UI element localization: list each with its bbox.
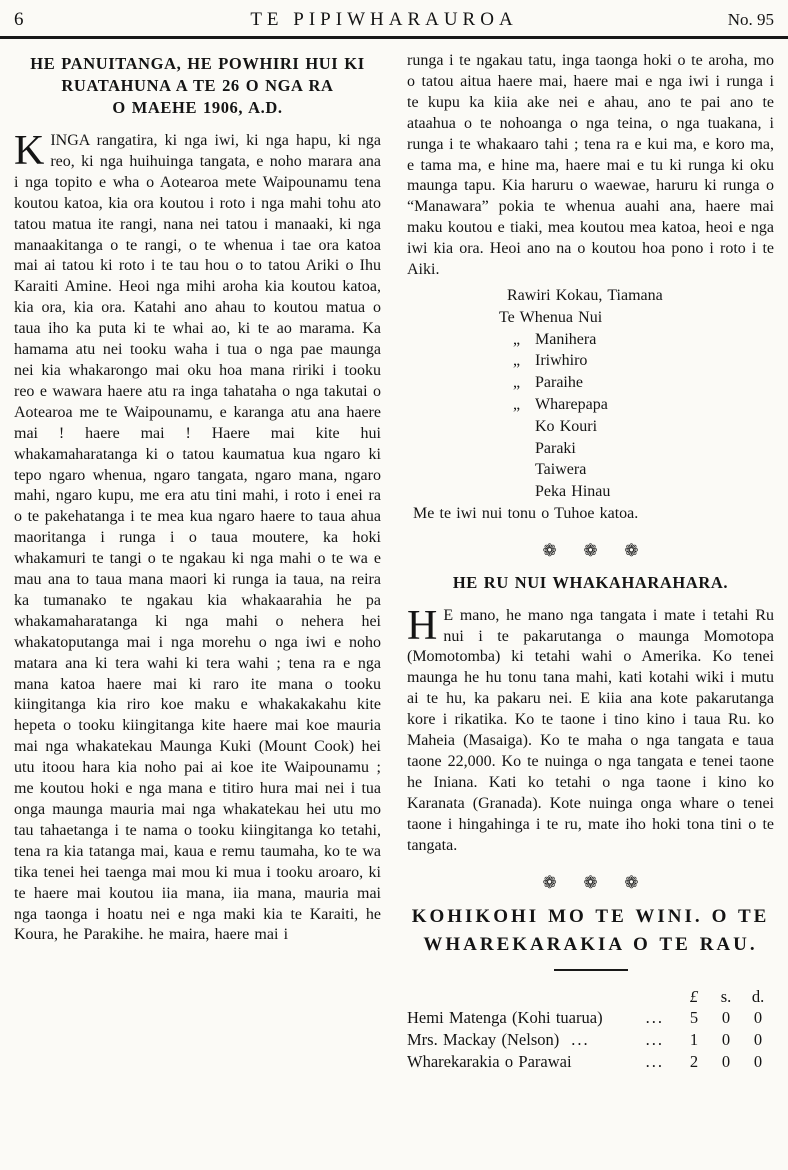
article1-body-left [14,128,381,946]
table-header-pence: d. [751,987,765,1007]
signature-line [407,438,774,460]
donor-name: Wharekarakia o Parawai [407,1052,572,1072]
amount-pence: 0 [753,1008,763,1028]
ditto-mark: „ [513,352,521,370]
amount-pounds: 5 [689,1008,699,1028]
two-column-layout [0,39,788,1073]
table-header-pounds: £ [689,987,699,1007]
amount-pence: 0 [753,1030,763,1050]
leader-dots: ... [571,1030,590,1050]
florette-icon: ❁ [624,540,639,561]
ditto-mark: „ [513,330,521,348]
page-header [0,0,788,39]
article2-body [407,602,774,857]
article1-closing-line: Me te iwi nui tonu o Tuhoe katoa. [413,504,639,522]
article1-dropcap: K [14,128,45,174]
signatory-name: Rawiri Kokau, Tiamana [507,286,663,304]
article1-title-line3: O MAEHE 1906, A.D. [112,98,283,117]
donor-name: Hemi Matenga (Kohi tuarua) [407,1008,603,1028]
article1-body-left-text: INGA rangatira, ki nga iwi, ki nga hapu, ki nga reo, ki nga huihuinga tangata, e noho marara ana i nga topito e wha o Aotearoa mete Waipounamu tena koutou katoa, kia ora koutou i roto i nga mahi tohu ato tatou matua ite rangi, nana nei tatou i manaaki, ki nga manaakitanga o te rangi, o te whenua i tae ora katoa mai ai tatou ki roto i te tau hou o to tatou Ariki o Ihu Karaiti Amine. Heoi nga mihi aroha kia koutou katoa, kia ora, kia ora. Katahi ano ahau to koutou matua o taua iho ka puta ki te whai ao, ki te ao marama. Ka hamama atu nei tooku waha i tua o nga pae maunga nei kia whakarongo mai oku hoa mana ririki i tooku reo e wawara haere atu ra inga tahataha o nga takutai o Aotearoa me te Waipounamu, e karanga atu ana haere mai ! haere mai ! Haere mai kite hui whakamaharatanga ki o tatou kaumatua kua ngaro ki tepo ngaro whenua, ngaro tangata, ngaro mana, ngaro mahi, ngaro kupu, me era atu tini mahi, i roto i enei ra o te pakehatanga i te mea kua ngaro haere to taua ahua maoritanga i runga i o taua moutere, ka hoki whakamuri te tangi o te ngakau ki nga mahi o te wa e mau ana to taua mana maori ki runga ia taua, na reira ka tumanako te ngakau kia whakaarahia he pa whakamaharatanga ki nga mahi o nehera hei whakatoputanga mai i nga morehu o nga iwi e noho matara ana ki tera wahi ki tera wahi ; tena ra e nga mana katoa haere mai ki raro ite mana o tooku kiingitanga kia riro koe maku e whakakakahu kite hepeta o tooku kiingitanga kite haere mai koe mauria mai nga whakatekau Maunga Kuki (Mount Cook) hei utu itoou hara kia noho pai ai koe ite Waipounamu ; me koutou hoki e nga mana e titiro hura mai nei i tua onga maunga mauria mai nga whakatekau hei utu mo tau tahaetanga i te nama o tooku kiingitanga ko tetahi, tena ra kia tatanga mai, kaua e remu taumaha, ko te wa tika tenei hei taenga mai mou ki mua i tooku aroaro, ki te haere mai koutou iia mana, iia mana, mauria mai nga taonga i hoatu nei e nga maki kia te Karaiti, he Koura, he Parakihe. he maira, haere mai i [14,132,381,944]
masthead-title: TE PIPIWHARAUROA [250,9,518,30]
table-row [407,1007,774,1029]
signature-line [407,285,774,307]
signature-line [407,329,774,351]
signatory-name: Paraki [535,439,576,457]
ditto-mark: „ [513,395,521,413]
article1-title-line1: HE PANUITANGA, HE POWHIRI HUI KI [30,54,365,73]
donor-name: Mrs. Mackay (Nelson) [407,1030,560,1050]
leader-dots: ... [645,1008,664,1028]
leader-dots: ... [645,1052,664,1072]
article2-title: HE RU NUI WHAKAHARAHARA. [452,572,729,592]
article2-body-text: E mano, he mano nga tangata i mate i tetahi Ru nui i te pakarutanga o maunga Momotopa (Momotomba) ki tetahi wahi o Amerika. Ko tenei maunga he hu tonu tana mahi, kati kotahi wiki i mutu ai te hu, ka pakaru nei. E kiia ana kote pakarutanga kore i rikatika. Ko te taone i tino kino i taua Ru. ko Maheia (Masaiga). Ko te maha o nga tangata e taua taone 22,000. Ko te nuinga o nga tangata e tenei taone he Iniana. Kati ko tetahi o nga taone i kino ko Karanata (Granada). Kote nuinga onga whare o tenei taone i hingahinga i te ru, mate iho hoki tona tini o te tangata. [407,606,774,854]
signature-line [407,416,774,438]
article3-title-line1: KOHIKOHI MO TE WINI. O TE [411,906,770,928]
signatory-name: Taiwera [535,461,587,479]
donations-table-header [407,987,774,1007]
right-column [407,51,774,1073]
signatory-name: Wharepapa [535,395,608,413]
signature-block [407,285,774,525]
article1-title-line2: RUATAHUNA A TE 26 O NGA RA [61,76,334,95]
florette-icon: ❁ [583,540,598,561]
florette-icon: ❁ [542,872,557,893]
table-header-shillings: s. [720,987,732,1007]
signatory-name: Ko Kouri [535,417,598,435]
leader-dots: ... [645,1030,664,1050]
florette-icon: ❁ [624,872,639,893]
issue-number: No. 95 [727,10,774,29]
florette-icon: ❁ [542,540,557,561]
amount-shillings: 0 [721,1030,731,1050]
signature-line [407,459,774,481]
table-row [407,1051,774,1073]
amount-pounds: 1 [689,1030,699,1050]
signature-line [407,481,774,503]
short-divider-rule [554,969,628,971]
amount-pounds: 2 [689,1052,699,1072]
left-column [14,51,381,1073]
article1-title [14,53,381,119]
article2-dropcap: H [407,602,438,649]
signatory-name: Paraihe [535,374,583,392]
signatory-name: Iriwhiro [535,352,588,370]
signatory-name: Te Whenua Nui [499,308,603,326]
florette-icon: ❁ [583,872,598,893]
page-number: 6 [14,9,24,30]
signatory-name: Peka Hinau [535,483,611,501]
ornament-divider [407,873,774,894]
signature-line [407,372,774,394]
signature-line [407,394,774,416]
table-row [407,1029,774,1051]
article3-title-line2: WHAREKARAKIA O TE RAU. [423,934,758,956]
signature-line [407,350,774,372]
ornament-divider [407,541,774,562]
donations-table [407,987,774,1073]
amount-shillings: 0 [721,1008,731,1028]
article1-body-continuation: runga i te ngakau tatu, inga taonga hoki o te aroha, mo o tatou aitua haere mai, haere mai e nga iwi i runga i te kupu ka kiia ake nei e ahau, ano te pai ano te ataahua o te nohoanga o nga teina, o nga tuakana, i runga i te whakaaro tahi ; tena ra e kui ma, e koro ma, e tama ma, e hine ma, haere mai e tu ki runga ki oku maunga tapu. Kia haruru o waewae, haruru ki runga o “Manawara” pokia te whenua auahi ana, haere mai maku koutou e tiaki, mea koutou mea katoa, heoi e nga iwi kia ora. Heoi ano na o koutou hoa pono i roto i te Aiki. [407,52,774,279]
signature-line [407,307,774,329]
ditto-mark: „ [513,374,521,392]
article3-title [407,903,774,959]
signatory-name: Manihera [535,330,597,348]
amount-pence: 0 [753,1052,763,1072]
amount-shillings: 0 [721,1052,731,1072]
